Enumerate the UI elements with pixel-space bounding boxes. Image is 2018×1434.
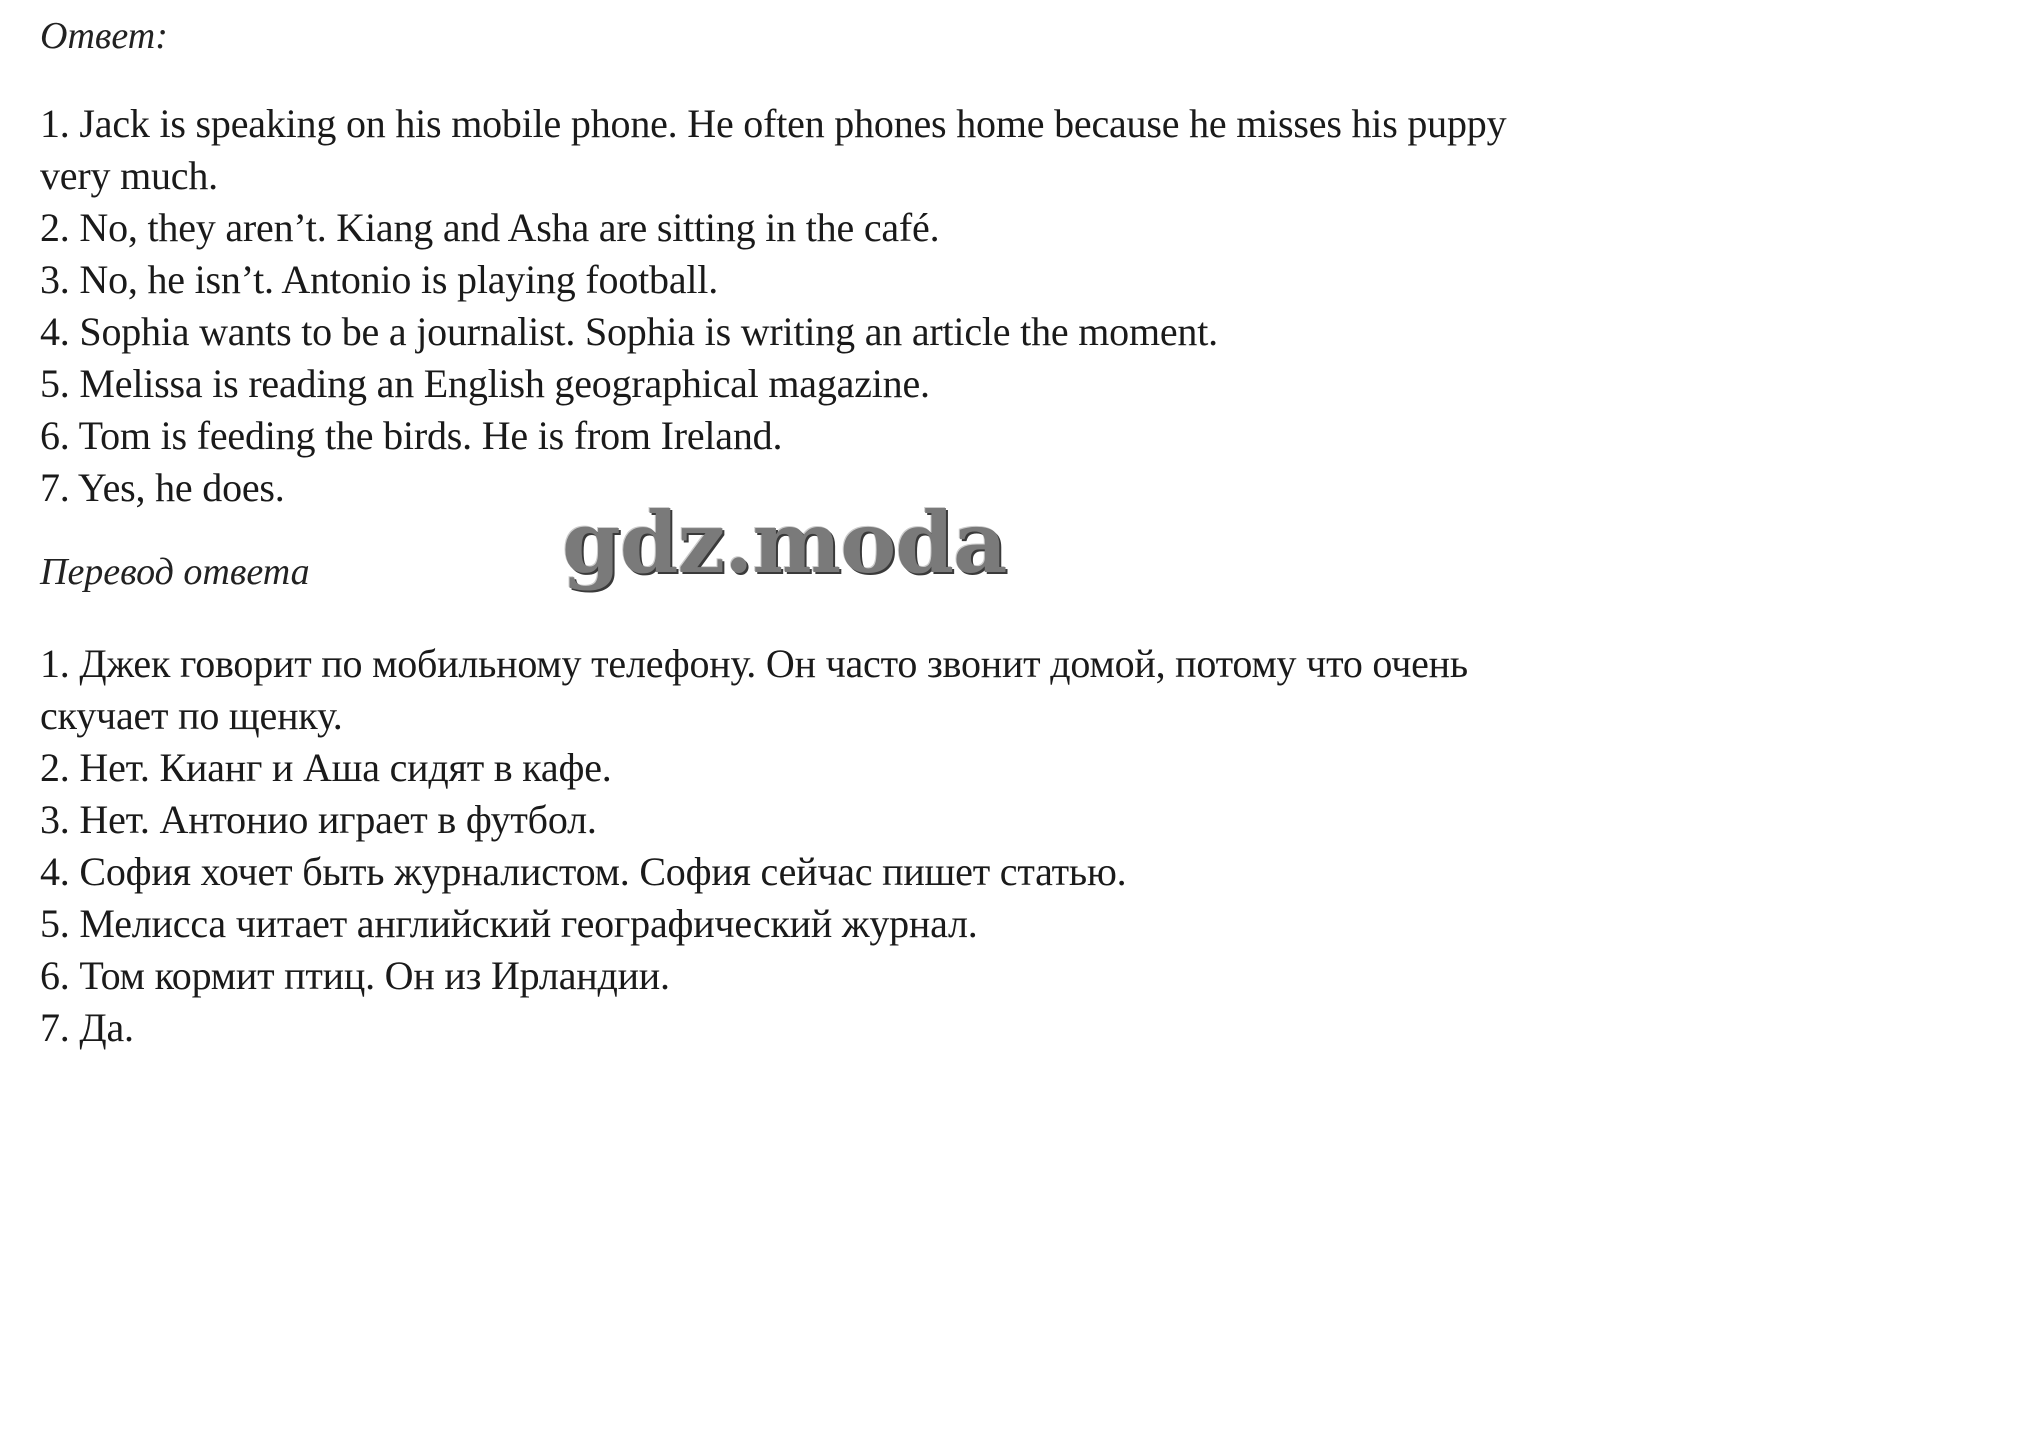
answer-item-6: 6. Tom is feeding the birds. He is from Ireland. [40,413,783,458]
answer-item-4: 4. Sophia wants to be a journalist. Sophia is writing an article the moment. [40,309,1218,354]
answer-item-5: 5. Melissa is reading an English geographical magazine. [40,361,930,406]
translation-item-1: 1. Джек говорит по мобильному телефону. Он часто звонит домой, потому что очень скучает по щенку. [40,641,1468,738]
answer-list-russian [40,638,1540,1054]
answer-heading: Ответ: [40,15,168,57]
translation-item-4: 4. София хочет быть журналистом. София сейчас пишет статью. [40,849,1127,894]
answer-item-1: 1. Jack is speaking on his mobile phone. He often phones home because he misses his puppy very much. [40,101,1507,198]
answer-item-3: 3. No, he isn’t. Antonio is playing football. [40,257,719,302]
translation-item-7: 7. Да. [40,1005,134,1050]
translation-item-5: 5. Мелисса читает английский географический журнал. [40,901,978,946]
translation-item-6: 6. Том кормит птиц. Он из Ирландии. [40,953,670,998]
answer-item-2: 2. No, they aren’t. Kiang and Asha are sitting in the café. [40,205,940,250]
answer-list-english [40,98,1540,514]
translation-item-3: 3. Нет. Антонио играет в футбол. [40,797,597,842]
translation-heading: Перевод ответа [40,551,310,593]
translation-item-2: 2. Нет. Кианг и Аша сидят в кафе. [40,745,612,790]
watermark-logo: gdz.moda [562,493,1007,592]
answer-item-7: 7. Yes, he does. [40,465,285,510]
